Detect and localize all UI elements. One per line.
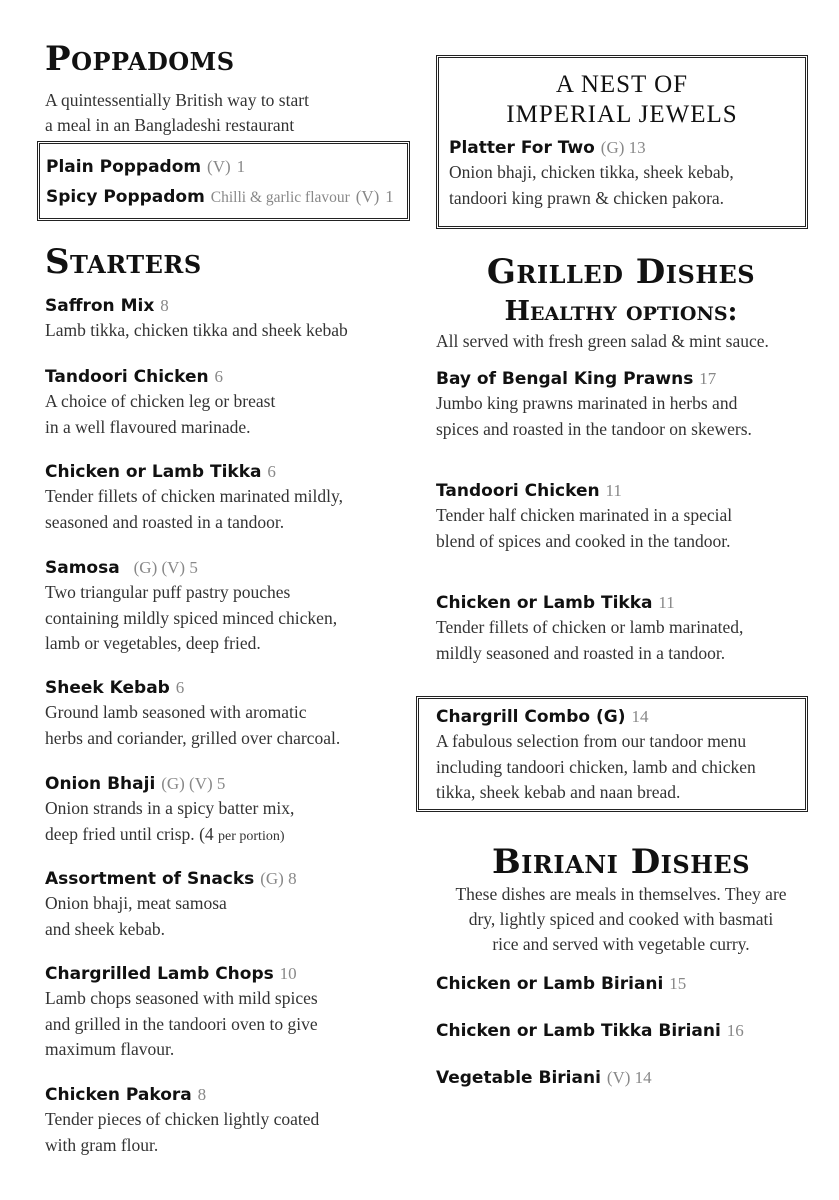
biriani-item [436,1019,744,1043]
intro-line: dry, lightly spiced and cooked with basmati [468,909,774,929]
item-name: Plain Poppadom [46,157,202,177]
nest-title-line: A NEST OF [555,71,689,98]
desc-line: and grilled in the tandoori oven to give [45,1013,318,1034]
item-title [45,867,297,891]
desc-line: spices and roasted in the tandoor on skewers. [436,418,752,439]
desc-line: Lamb chops seasoned with mild spices [45,988,318,1008]
item-title [436,367,752,391]
desc-line: Tender fillets of chicken marinated mildly, [45,486,343,506]
desc-line: A fabulous selection from our tandoor menu [436,731,747,751]
biriani-item [436,972,686,996]
item-meta: 8 [197,1085,207,1104]
item-name: Chicken or Lamb Tikka [45,462,262,482]
item-meta: (V) 14 [606,1068,652,1087]
item-desc [45,986,318,1063]
desc-line: blend of spices and cooked in the tandoor. [436,530,731,551]
item-meta: 14 [631,707,649,726]
desc-text: deep fried until crisp. [45,823,195,844]
item-price: 1 [385,187,394,206]
starter-item [45,1083,319,1158]
desc-line: maximum flavour. [45,1039,175,1059]
item-title [436,705,756,729]
starter-item [45,867,297,942]
intro-line: These dishes are meals in themselves. They are [455,884,787,904]
item-name: Sheek Kebab [45,678,170,698]
item-title [45,294,348,318]
item-title [45,962,318,986]
item-name: Tandoori Chicken [45,367,209,387]
item-desc [45,318,348,344]
grilled-item [436,591,743,666]
desc-line: Jumbo king prawns marinated in herbs and [436,393,738,413]
starter-item [45,962,318,1063]
desc-line: Onion strands in a spicy batter mix, [45,798,295,818]
desc-line: and sheek kebab. [45,918,166,939]
nest-title-line: IMPERIAL JEWELS [506,101,738,128]
nest-box [436,55,808,229]
item-desc [436,729,756,806]
item-tags: (V) [355,187,380,206]
item-title [45,365,275,389]
portion-open: (4 [199,823,214,844]
poppadoms-intro [45,88,309,138]
menu-item-plain-poppadom [46,155,245,179]
item-name: Saffron Mix [45,296,155,316]
starters-heading: Starters [45,242,202,282]
item-title [449,136,734,160]
starter-item [45,294,348,344]
intro-line: rice and served with vegetable curry. [492,934,750,954]
portion-note: per portion) [218,828,285,844]
starter-item [45,460,343,535]
biriani-intro [431,882,811,957]
item-meta: 6 [175,678,185,697]
desc-line: Onion bhaji, chicken tikka, sheek kebab, [449,162,734,182]
item-meta: 11 [658,593,675,612]
item-desc [45,700,340,751]
item-name: Onion Bhaji [45,774,156,794]
desc-line: herbs and coriander, grilled over charcoal. [45,727,341,748]
grilled-item [436,479,732,554]
grilled-heading: Grilled Dishes [486,252,756,292]
item-meta: 11 [605,481,622,500]
item-name: Tandoori Chicken [436,481,600,501]
desc-line: Tender fillets of chicken or lamb marinated, [436,617,744,637]
item-desc [45,891,297,942]
desc-line: lamb or vegetables, deep fried. [45,633,261,653]
item-name: Spicy Poppadom [46,187,205,207]
item-meta: 15 [669,974,687,993]
item-desc [45,1107,319,1158]
item-meta: 8 [160,296,169,315]
intro-line: A quintessentially British way to start [45,90,309,110]
item-desc [436,503,732,554]
item-tags: (V) [207,157,231,176]
item-name: Vegetable Biriani [436,1068,601,1088]
item-note: Chilli & garlic flavour [210,189,350,206]
poppadoms-box [37,141,410,221]
desc-line: Onion bhaji, meat samosa [45,893,227,913]
item-price: 1 [236,157,246,176]
item-name: Chargrill Combo (G) [436,707,626,727]
item-meta: 6 [267,462,276,481]
desc-line: seasoned and roasted in a tandoor. [45,511,285,532]
item-name: Bay of Bengal King Prawns [436,369,694,389]
desc-line: Two triangular puff pastry pouches [45,582,291,602]
desc-line: tandoori king prawn & chicken pakora. [449,187,725,208]
desc-line: mildly seasoned and roasted in a tandoor. [436,642,726,663]
item-desc [45,389,275,440]
item-name: Samosa [45,558,120,578]
item-name: Chargrilled Lamb Chops [45,964,274,984]
desc-line: Lamb tikka, chicken tikka and sheek kebab [45,320,348,340]
item-meta: (G) (V) 5 [133,558,198,577]
grilled-subheading: Healthy options: [504,296,738,327]
item-meta: (G) (V) 5 [161,774,226,793]
item-meta: 17 [699,369,717,388]
desc-line: in a well flavoured marinade. [45,416,251,437]
intro-line: a meal in an Bangladeshi restaurant [45,115,295,135]
item-name: Chicken or Lamb Tikka Biriani [436,1021,721,1041]
item-name: Platter For Two [449,138,595,158]
item-desc [449,160,734,211]
item-title [45,772,294,796]
item-name: Chicken or Lamb Tikka [436,593,653,613]
desc-line: with gram flour. [45,1134,159,1155]
starter-item [45,676,340,751]
combo-box [416,696,808,812]
item-name: Chicken Pakora [45,1085,192,1105]
starter-item [45,556,337,657]
item-title [45,1083,319,1107]
desc-line: containing mildly spiced minced chicken, [45,607,338,628]
biriani-heading: Biriani Dishes [491,842,751,882]
item-desc [45,580,337,657]
item-title [45,460,343,484]
poppadoms-heading: Poppadoms [45,39,235,79]
item-name: Chicken or Lamb Biriani [436,974,664,994]
item-title [45,556,337,580]
desc-line: Ground lamb seasoned with aromatic [45,702,307,722]
grilled-intro: All served with fresh green salad & mint sauce. [436,331,769,351]
grilled-item [436,367,752,442]
item-meta: 6 [214,367,224,386]
desc-line [45,822,294,850]
nest-title [439,70,805,130]
item-desc [45,484,343,535]
item-desc [436,615,743,666]
starter-item [45,365,275,440]
item-desc [436,391,752,442]
desc-line: including tandoori chicken, lamb and chicken [436,756,756,777]
item-name: Assortment of Snacks [45,869,255,889]
item-title [436,591,743,615]
item-desc [45,796,294,849]
platter-item [449,136,734,211]
item-meta: 16 [726,1021,744,1040]
desc-line: Tender pieces of chicken lightly coated [45,1109,320,1129]
item-title [45,676,340,700]
item-meta: (G) 13 [600,138,646,157]
biriani-item [436,1066,652,1090]
item-title [436,479,732,503]
combo-item [436,705,756,806]
desc-line: A choice of chicken leg or breast [45,391,276,411]
starter-item [45,772,294,849]
desc-line: Tender half chicken marinated in a special [436,505,733,525]
menu-item-spicy-poppadom [46,185,394,210]
item-meta: 10 [279,964,297,983]
item-meta: (G) 8 [260,869,297,888]
desc-line: tikka, sheek kebab and naan bread. [436,782,681,802]
